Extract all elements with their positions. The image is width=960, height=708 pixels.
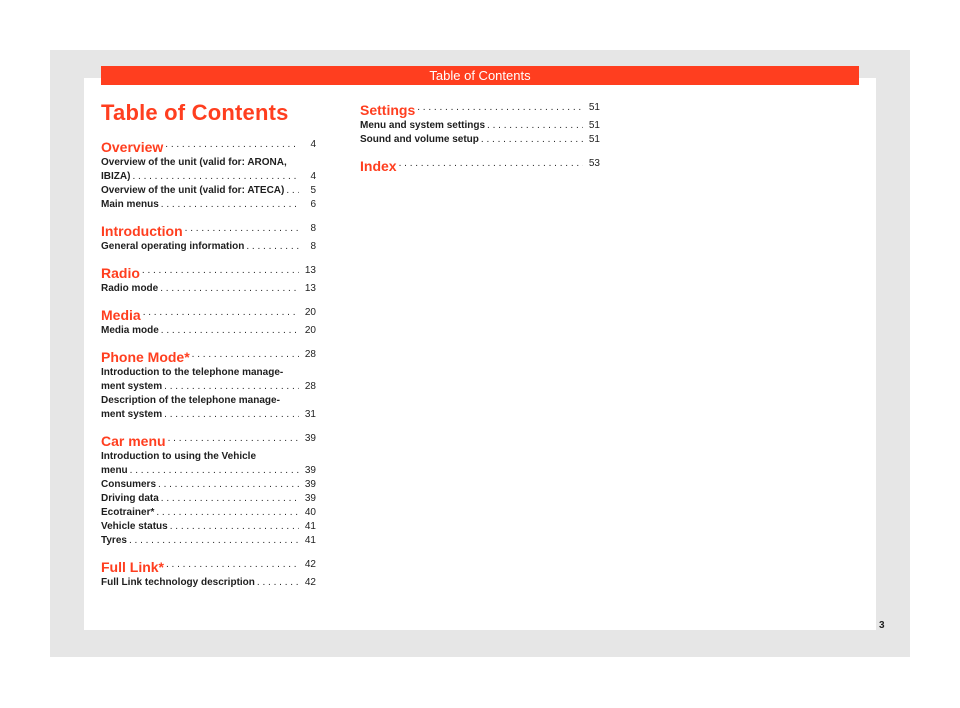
toc-entry-vehicle-status[interactable]: Vehicle status . . . 41: [101, 520, 316, 534]
page-title: Table of Contents: [101, 100, 289, 125]
header-title: Table of Contents: [429, 68, 531, 83]
toc-section-overview[interactable]: Overview . . . 4: [101, 136, 316, 156]
toc-entry-phone-desc[interactable]: ment system . . . 31: [101, 408, 316, 422]
toc-right-column: [360, 99, 600, 175]
toc-entry-media-mode[interactable]: Media mode . . . 20: [101, 324, 316, 338]
toc-entry-phone-intro[interactable]: ment system . . . 28: [101, 380, 316, 394]
toc-section-phone-mode[interactable]: Phone Mode* . . . 28: [101, 346, 316, 366]
toc-entry-phone-desc-line1[interactable]: Description of the telephone manage-: [101, 395, 280, 406]
toc-section-index[interactable]: Index . . . 53: [360, 155, 600, 175]
toc-entry-vehicle-intro-line1[interactable]: Introduction to using the Vehicle: [101, 451, 257, 462]
toc-section-introduction[interactable]: Introduction . . . 8: [101, 220, 316, 240]
toc-entry-driving-data[interactable]: Driving data . . . 39: [101, 492, 316, 506]
toc-entry-general-info[interactable]: General operating information . . . 8: [101, 240, 316, 254]
toc-entry-sound-volume[interactable]: Sound and volume setup . . . 51: [360, 133, 600, 147]
header-bar: [101, 66, 859, 85]
toc-entry-phone-intro-line1[interactable]: Introduction to the telephone manage-: [101, 367, 284, 378]
toc-entry-tyres[interactable]: Tyres . . . 41: [101, 534, 316, 548]
toc-left-column: [101, 136, 316, 590]
toc-section-settings[interactable]: Settings . . . 51: [360, 99, 600, 119]
toc-entry-overview-ateca[interactable]: Overview of the unit (valid for: ATECA) . . . 5: [101, 184, 316, 198]
toc-section-full-link[interactable]: Full Link* . . . 42: [101, 556, 316, 576]
toc-entry-vehicle-intro[interactable]: menu . . . 39: [101, 464, 316, 478]
toc-entry-consumers[interactable]: Consumers . . . 39: [101, 478, 316, 492]
toc-entry-radio-mode[interactable]: Radio mode . . . 13: [101, 282, 316, 296]
toc-entry-overview-arona[interactable]: IBIZA) . . . 4: [101, 170, 316, 184]
page-number: 3: [879, 620, 885, 631]
toc-section-radio[interactable]: Radio . . . 13: [101, 262, 316, 282]
toc-entry-menu-system[interactable]: Menu and system settings . . . 51: [360, 119, 600, 133]
toc-entry-main-menus[interactable]: Main menus . . . 6: [101, 198, 316, 212]
toc-section-car-menu[interactable]: Car menu . . . 39: [101, 430, 316, 450]
toc-entry-ecotrainer[interactable]: Ecotrainer* . . . 40: [101, 506, 316, 520]
toc-entry-overview-arona-line1[interactable]: Overview of the unit (valid for: ARONA,: [101, 157, 287, 168]
toc-section-media[interactable]: Media . . . 20: [101, 304, 316, 324]
toc-entry-full-link-desc[interactable]: Full Link technology description . . . 42: [101, 576, 316, 590]
